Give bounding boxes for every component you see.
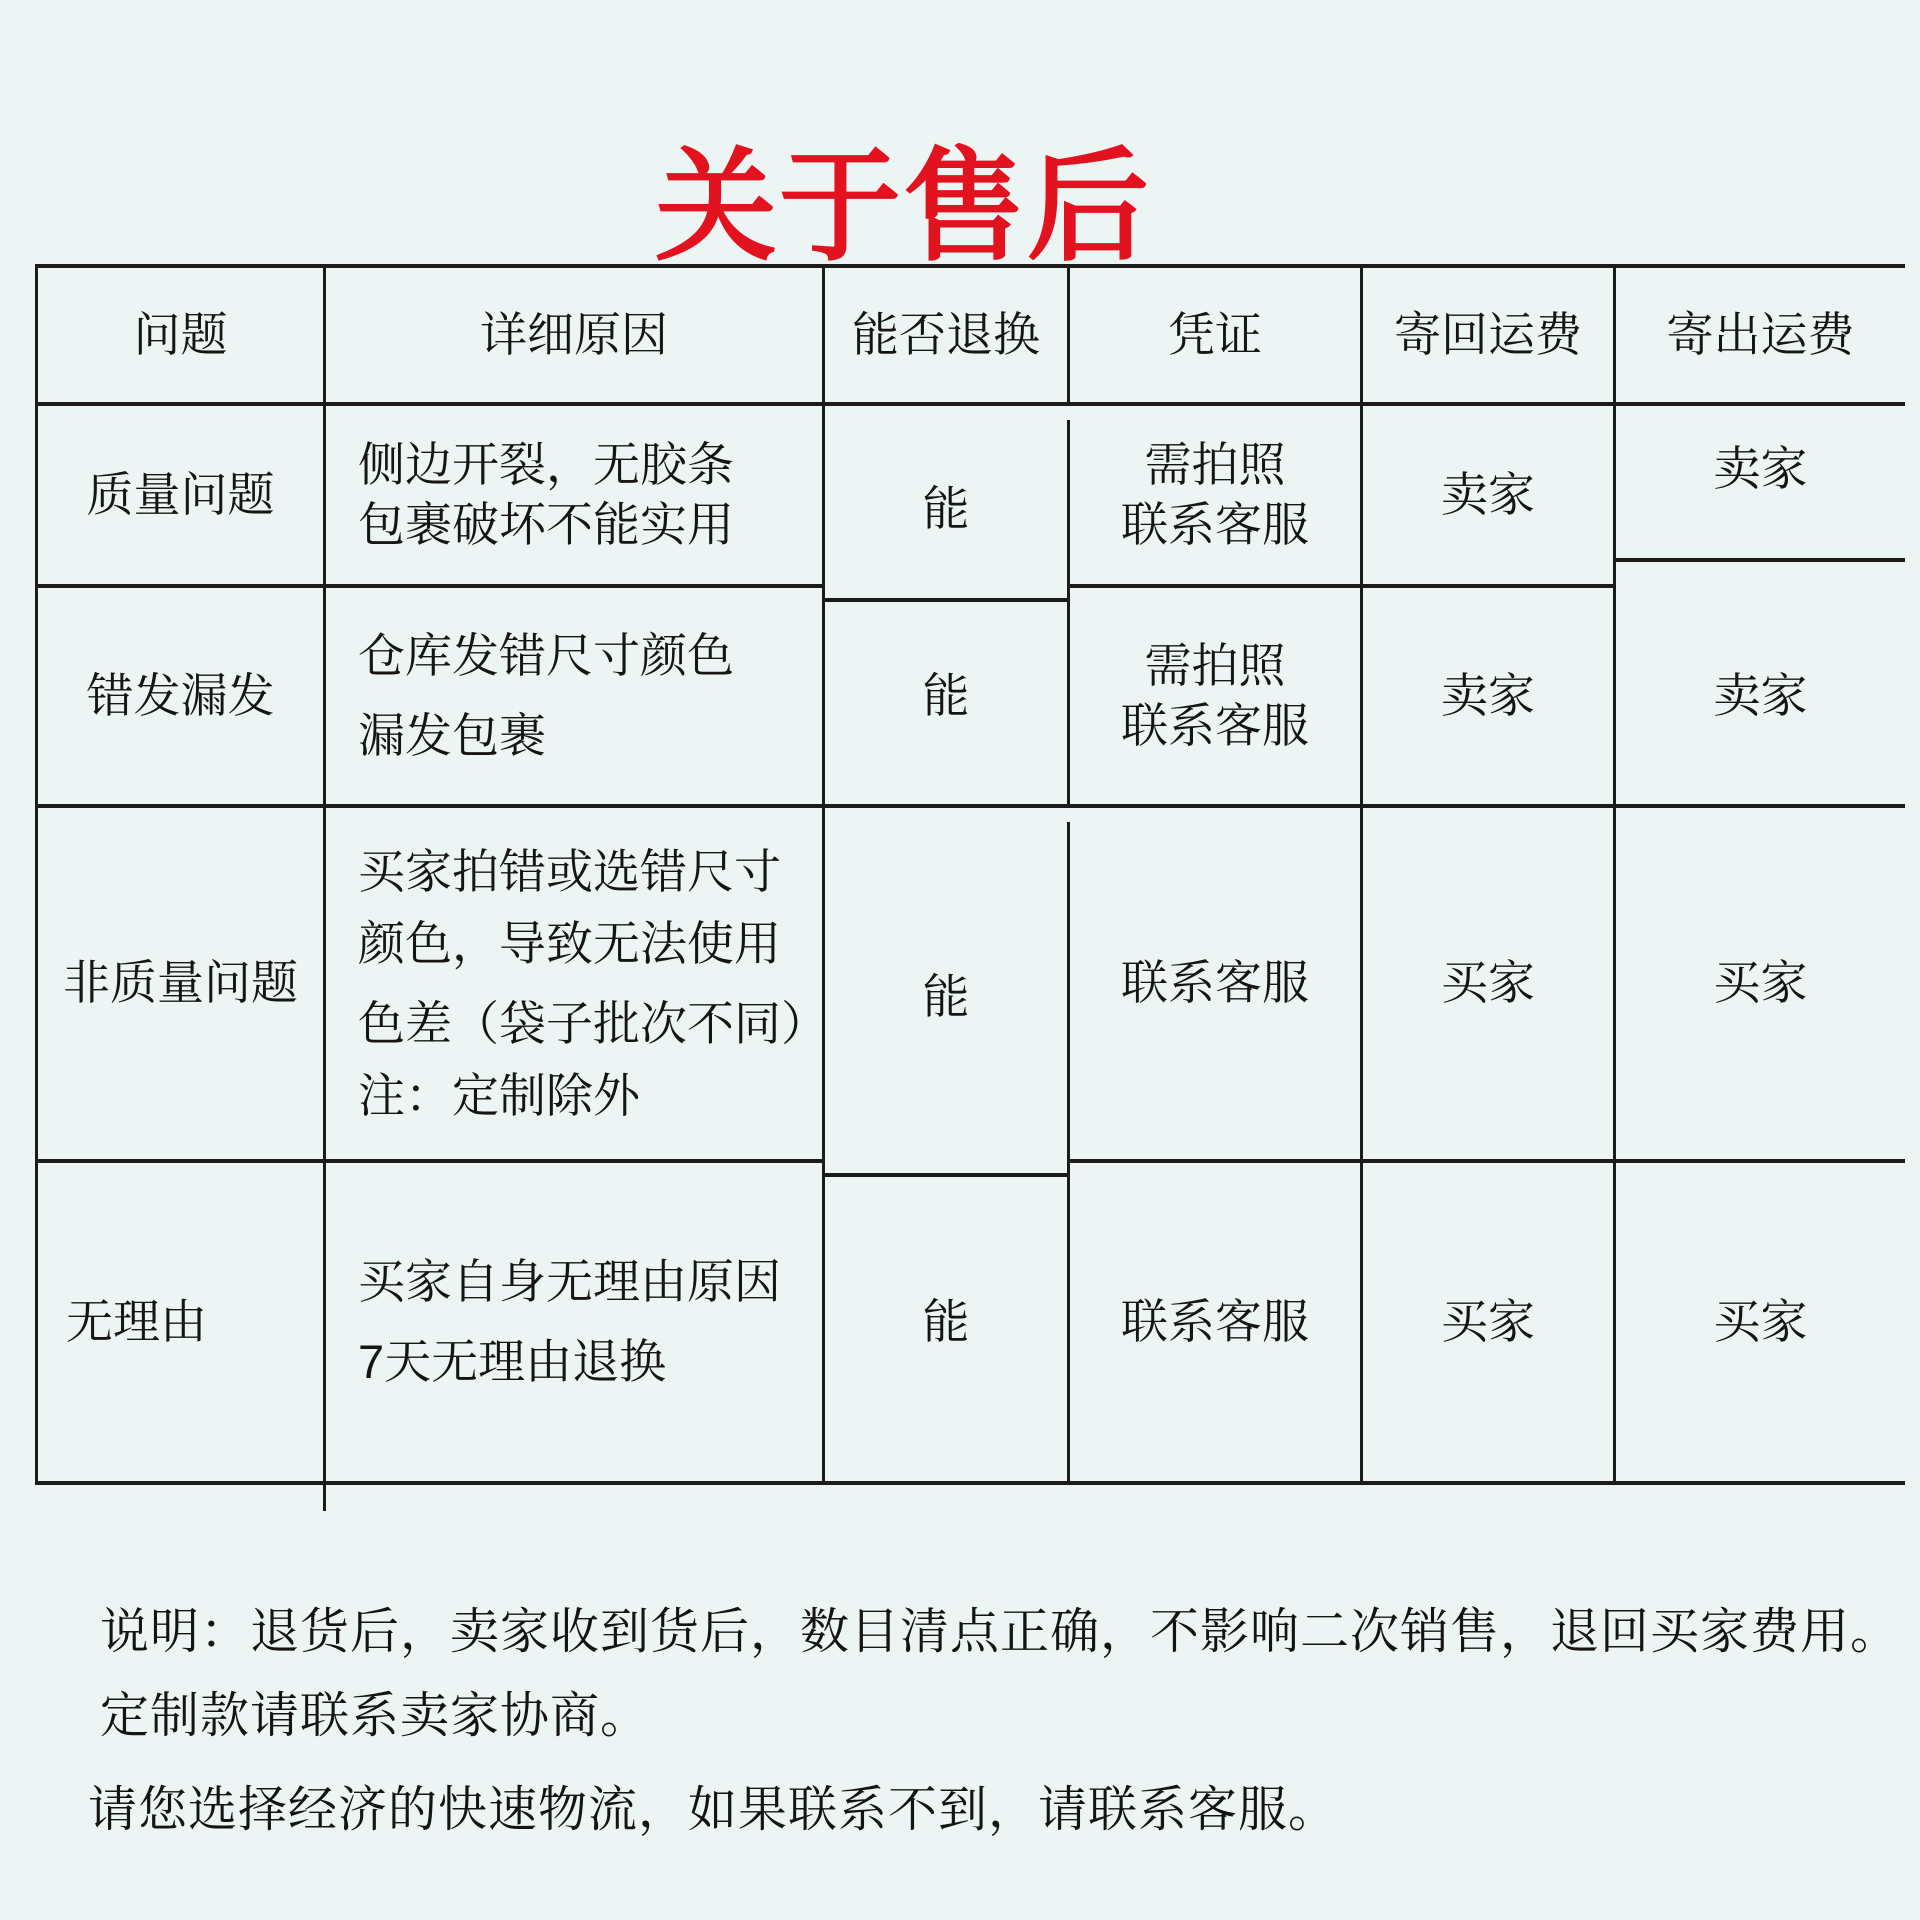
cell-r4-problem: 无理由	[38, 1163, 326, 1485]
cell-r3-problem: 非质量问题	[38, 808, 326, 1163]
cell-r2-returnable: 能	[825, 588, 1070, 808]
col-header-problem: 问题	[38, 268, 326, 406]
cell-r1-outbound-shipping: 卖家	[1616, 380, 1905, 562]
note-custom-orders: 定制款请联系卖家协商。	[100, 1689, 651, 1743]
cell-r1-proof	[1070, 406, 1363, 588]
col-header-reason: 详细原因	[326, 268, 825, 406]
cell-r4-reason	[326, 1163, 825, 1485]
cell-r1-return-shipping: 卖家	[1363, 406, 1616, 588]
cell-r4-returnable: 能	[825, 1163, 1070, 1485]
reason-line: 7天无理由退换	[358, 1335, 667, 1388]
col-header-outbound-shipping: 寄出运费	[1616, 268, 1905, 406]
note-logistics-advice: 请您选择经济的快速物流，如果联系不到，请联系客服。	[88, 1783, 1339, 1837]
reason-line: 买家自身无理由原因	[358, 1255, 781, 1308]
cell-r4-proof: 联系客服	[1070, 1163, 1363, 1485]
cell-r4-return-shipping: 买家	[1363, 1163, 1616, 1485]
table-divider-overshoot	[323, 1485, 326, 1511]
cell-r4-outbound-shipping: 买家	[1616, 1163, 1905, 1485]
cell-r3-reason	[326, 808, 828, 1163]
after-sales-table	[35, 264, 1905, 1485]
proof-line: 联系客服	[1121, 498, 1309, 551]
proof-line: 需拍照	[1144, 639, 1286, 692]
note-returns-policy: 说明：退货后，卖家收到货后，数目清点正确，不影响二次销售，退回买家费用。	[100, 1605, 1901, 1659]
cell-r2-reason	[326, 588, 825, 808]
cell-r3-return-shipping: 买家	[1363, 808, 1616, 1163]
reason-line: 颜色，导致无法使用	[358, 916, 781, 970]
col-header-returnable: 能否退换	[825, 268, 1070, 406]
cell-r2-proof	[1070, 588, 1363, 808]
cell-r3-returnable: 能	[825, 822, 1070, 1177]
cell-r2-outbound-shipping: 卖家	[1616, 588, 1905, 808]
cell-r1-problem: 质量问题	[38, 406, 326, 588]
proof-line: 联系客服	[1121, 699, 1309, 752]
reason-line: 漏发包裹	[358, 709, 546, 762]
page-title: 关于售后	[655, 138, 1151, 275]
cell-r2-return-shipping: 卖家	[1363, 588, 1616, 808]
cell-r1-reason	[326, 406, 825, 588]
cell-r3-outbound-shipping: 买家	[1616, 808, 1905, 1163]
cell-r1-returnable: 能	[825, 420, 1070, 602]
reason-line: 侧边开裂，无胶条	[358, 438, 734, 491]
col-header-proof: 凭证	[1070, 268, 1363, 406]
reason-line: 买家拍错或选错尺寸	[358, 844, 781, 898]
col-header-return-shipping: 寄回运费	[1363, 268, 1616, 406]
cell-r2-problem: 错发漏发	[38, 588, 326, 808]
reason-line: 包裹破坏不能实用	[358, 498, 734, 551]
reason-line: 色差（袋子批次不同）	[358, 996, 828, 1050]
proof-line: 需拍照	[1144, 438, 1286, 491]
reason-line: 仓库发错尺寸颜色	[358, 629, 734, 682]
cell-r3-proof: 联系客服	[1070, 808, 1363, 1163]
reason-line: 注：定制除外	[358, 1068, 640, 1122]
